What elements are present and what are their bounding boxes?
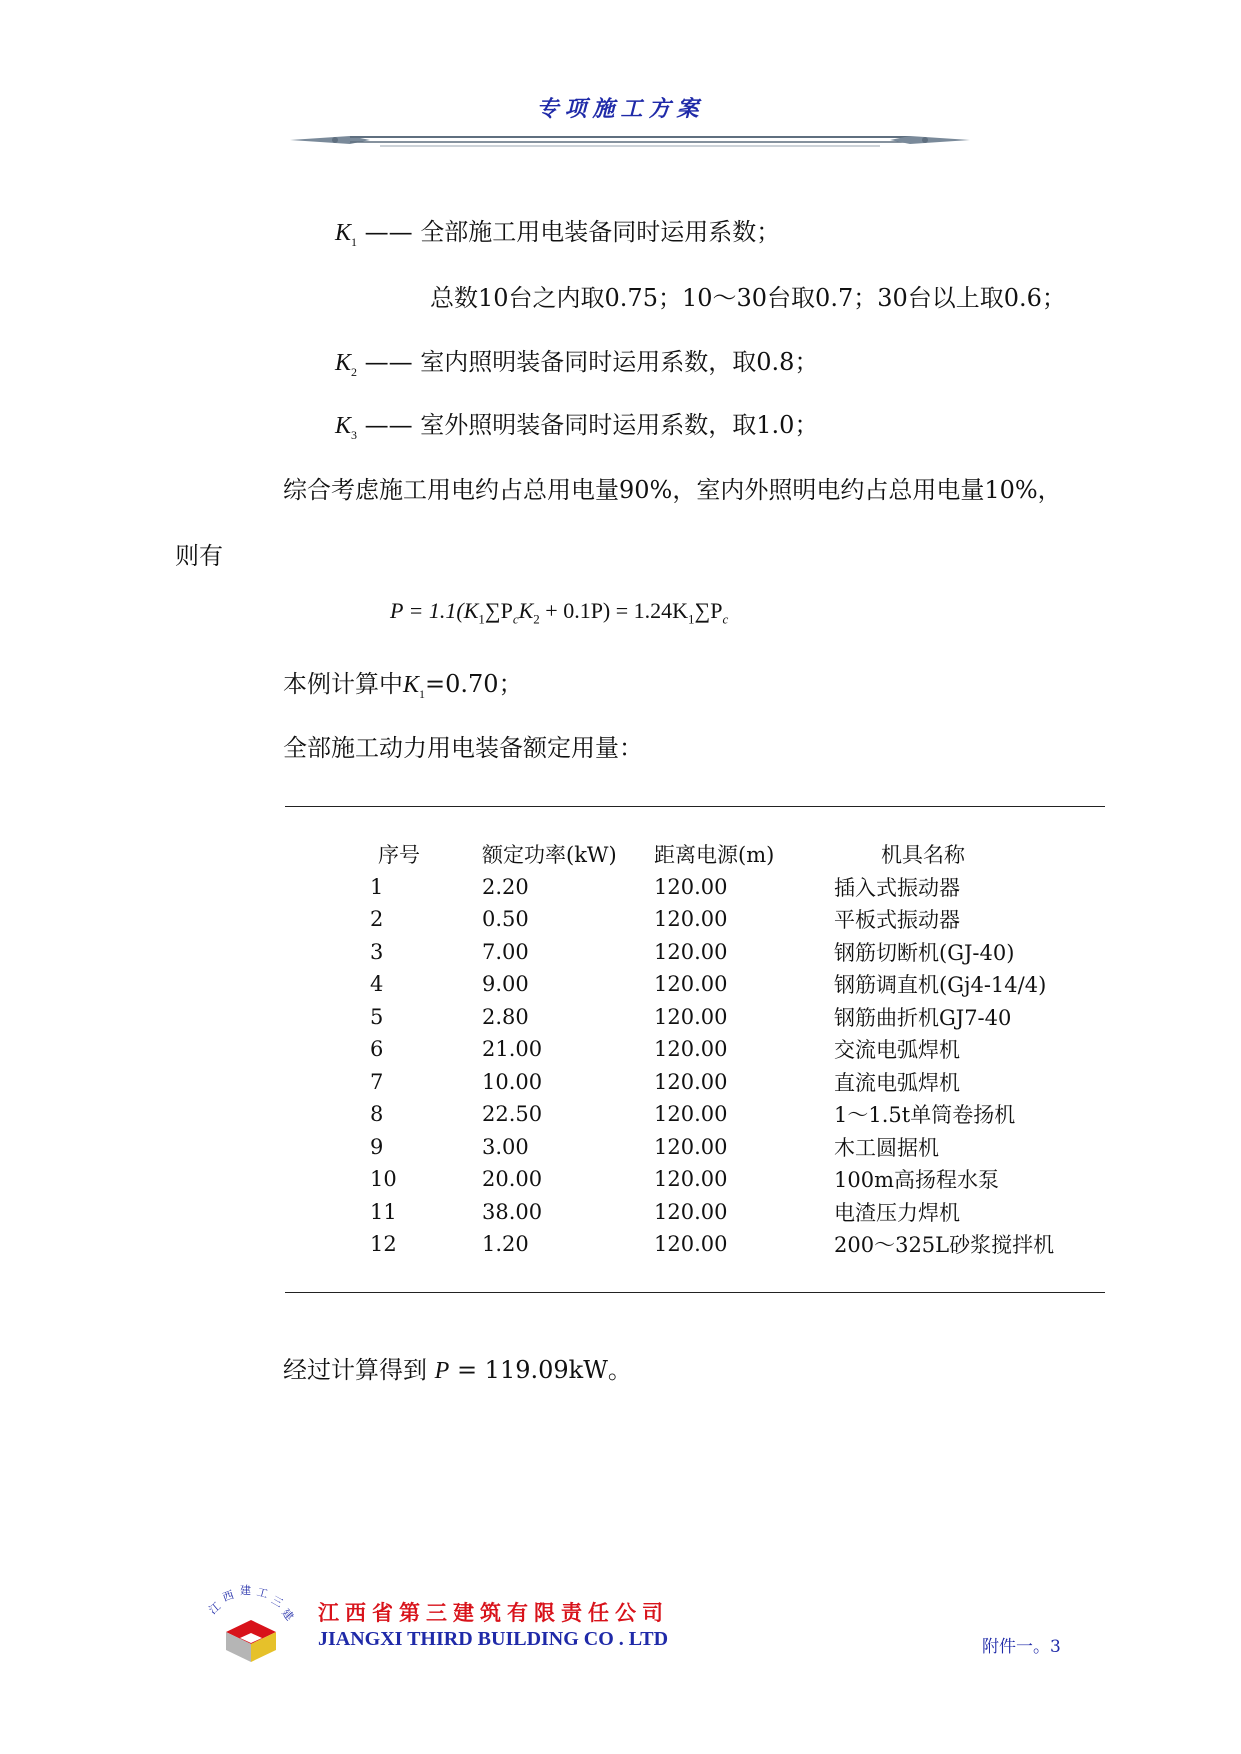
col-header-name: 机具名称 [881, 843, 965, 868]
cell-index: 9 [370, 1134, 384, 1159]
power-formula: $P = 1.1(K_1\sum P_cK_2 + 0.1P) = 1.24K_1\sum P_c$ [390, 598, 729, 627]
paragraph-load-share: 综合考虑施工用电约占总用电量90%，室内外照明电约占总用电量10%， [283, 476, 1062, 504]
cell-distance: 120.00 [654, 907, 728, 932]
k1-symbol: $K_1$ [335, 220, 358, 249]
paragraph-thus: 则有 [175, 542, 223, 570]
page-header-title: 专项施工方案 [536, 96, 705, 122]
cell-name: 交流电弧焊机 [834, 1038, 960, 1063]
header-ornament [290, 128, 970, 152]
table-top-rule [285, 806, 1105, 808]
table-header-row [360, 838, 1181, 871]
cell-distance: 120.00 [654, 1102, 728, 1127]
company-logo [206, 1582, 296, 1664]
cell-power: 20.00 [482, 1167, 543, 1192]
cell-power: 21.00 [482, 1037, 543, 1062]
equipment-heading: 全部施工动力用电装备额定用量： [283, 734, 643, 762]
company-name-cn: 江西省第三建筑有限责任公司 [318, 1600, 669, 1625]
cell-power: 3.00 [482, 1134, 529, 1159]
example-k1: 本例计算中$K_1=0.70$； [283, 670, 523, 701]
svg-text:三: 三 [269, 1593, 286, 1611]
table-row [360, 968, 1181, 1001]
table-row [360, 1098, 1181, 1131]
cell-index: 6 [370, 1037, 384, 1062]
cell-name: 木工圆据机 [834, 1135, 939, 1160]
cell-power: 38.00 [482, 1199, 543, 1224]
svg-text:江: 江 [206, 1599, 224, 1617]
col-header-power: 额定功率(kW) [482, 843, 617, 868]
cell-index: 10 [370, 1167, 397, 1192]
cell-index: 8 [370, 1102, 384, 1127]
k2-description: —— 室内照明装备同时运用系数，取0.8； [364, 348, 819, 376]
table-row [360, 1066, 1181, 1099]
table-row [360, 1228, 1181, 1261]
svg-text:建: 建 [279, 1606, 296, 1624]
cell-distance: 120.00 [654, 972, 728, 997]
cell-index: 3 [370, 939, 384, 964]
table-row [360, 1131, 1181, 1164]
k1-definition [335, 212, 780, 250]
cell-distance: 120.00 [654, 874, 728, 899]
cell-distance: 120.00 [654, 1232, 728, 1257]
cell-power: 7.00 [482, 939, 529, 964]
k3-definition [335, 405, 818, 443]
svg-text:工: 工 [255, 1585, 270, 1601]
page-number: 附件一。3 [982, 1637, 1061, 1657]
k1-values: 总数10台之内取0.75；10～30台取0.7；30台以上取0.6； [430, 284, 1066, 312]
cell-name: 200～325L砂浆搅拌机 [834, 1233, 1055, 1258]
cell-name: 钢筋曲折机GJ7-40 [834, 1005, 1012, 1030]
cell-index: 1 [370, 874, 384, 899]
k3-description: —— 室外照明装备同时运用系数，取1.0； [364, 411, 819, 439]
svg-text:西: 西 [220, 1588, 236, 1605]
cell-power: 9.00 [482, 972, 529, 997]
cell-name: 钢筋调直机(Gj4-14/4) [834, 973, 1047, 998]
cell-name: 平板式振动器 [834, 908, 960, 933]
cell-index: 12 [370, 1232, 397, 1257]
cell-power: 22.50 [482, 1102, 543, 1127]
cell-index: 2 [370, 907, 384, 932]
cell-name: 100m高扬程水泵 [834, 1168, 999, 1193]
cell-power: 2.20 [482, 874, 529, 899]
cell-name: 电渣压力焊机 [834, 1200, 960, 1225]
cell-power: 0.50 [482, 907, 529, 932]
cell-distance: 120.00 [654, 939, 728, 964]
cell-distance: 120.00 [654, 1037, 728, 1062]
cell-name: 插入式振动器 [834, 875, 960, 900]
cell-index: 11 [370, 1199, 397, 1224]
cell-name: 1～1.5t单筒卷扬机 [834, 1103, 1016, 1128]
table-row [360, 871, 1181, 904]
cell-distance: 120.00 [654, 1167, 728, 1192]
result-line: 经过计算得到 P = 119.09kW。 [283, 1356, 632, 1384]
equipment-table [360, 838, 1181, 1261]
k2-definition [335, 342, 818, 380]
table-row [360, 1196, 1181, 1229]
table-row [360, 903, 1181, 936]
cell-power: 2.80 [482, 1004, 529, 1029]
table-bottom-rule [285, 1292, 1105, 1294]
cell-name: 直流电弧焊机 [834, 1070, 960, 1095]
table-row [360, 1163, 1181, 1196]
col-header-index: 序号 [378, 843, 420, 868]
table-row [360, 936, 1181, 969]
k2-symbol: $K_2$ [335, 350, 358, 379]
k1-description: —— 全部施工用电装备同时运用系数； [364, 218, 781, 246]
svg-text:建: 建 [240, 1584, 251, 1597]
cell-distance: 120.00 [654, 1069, 728, 1094]
cell-index: 7 [370, 1069, 384, 1094]
cell-distance: 120.00 [654, 1134, 728, 1159]
cell-power: 10.00 [482, 1069, 543, 1094]
col-header-distance: 距离电源(m) [654, 843, 775, 868]
company-name-en: JIANGXI THIRD BUILDING CO . LTD [318, 1628, 669, 1650]
table-row [360, 1001, 1181, 1034]
cell-distance: 120.00 [654, 1199, 728, 1224]
cell-name: 钢筋切断机(GJ-40) [834, 940, 1015, 965]
cell-distance: 120.00 [654, 1004, 728, 1029]
table-row [360, 1033, 1181, 1066]
cell-index: 5 [370, 1004, 384, 1029]
cell-power: 1.20 [482, 1232, 529, 1257]
k3-symbol: $K_3$ [335, 413, 358, 442]
cell-index: 4 [370, 972, 384, 997]
